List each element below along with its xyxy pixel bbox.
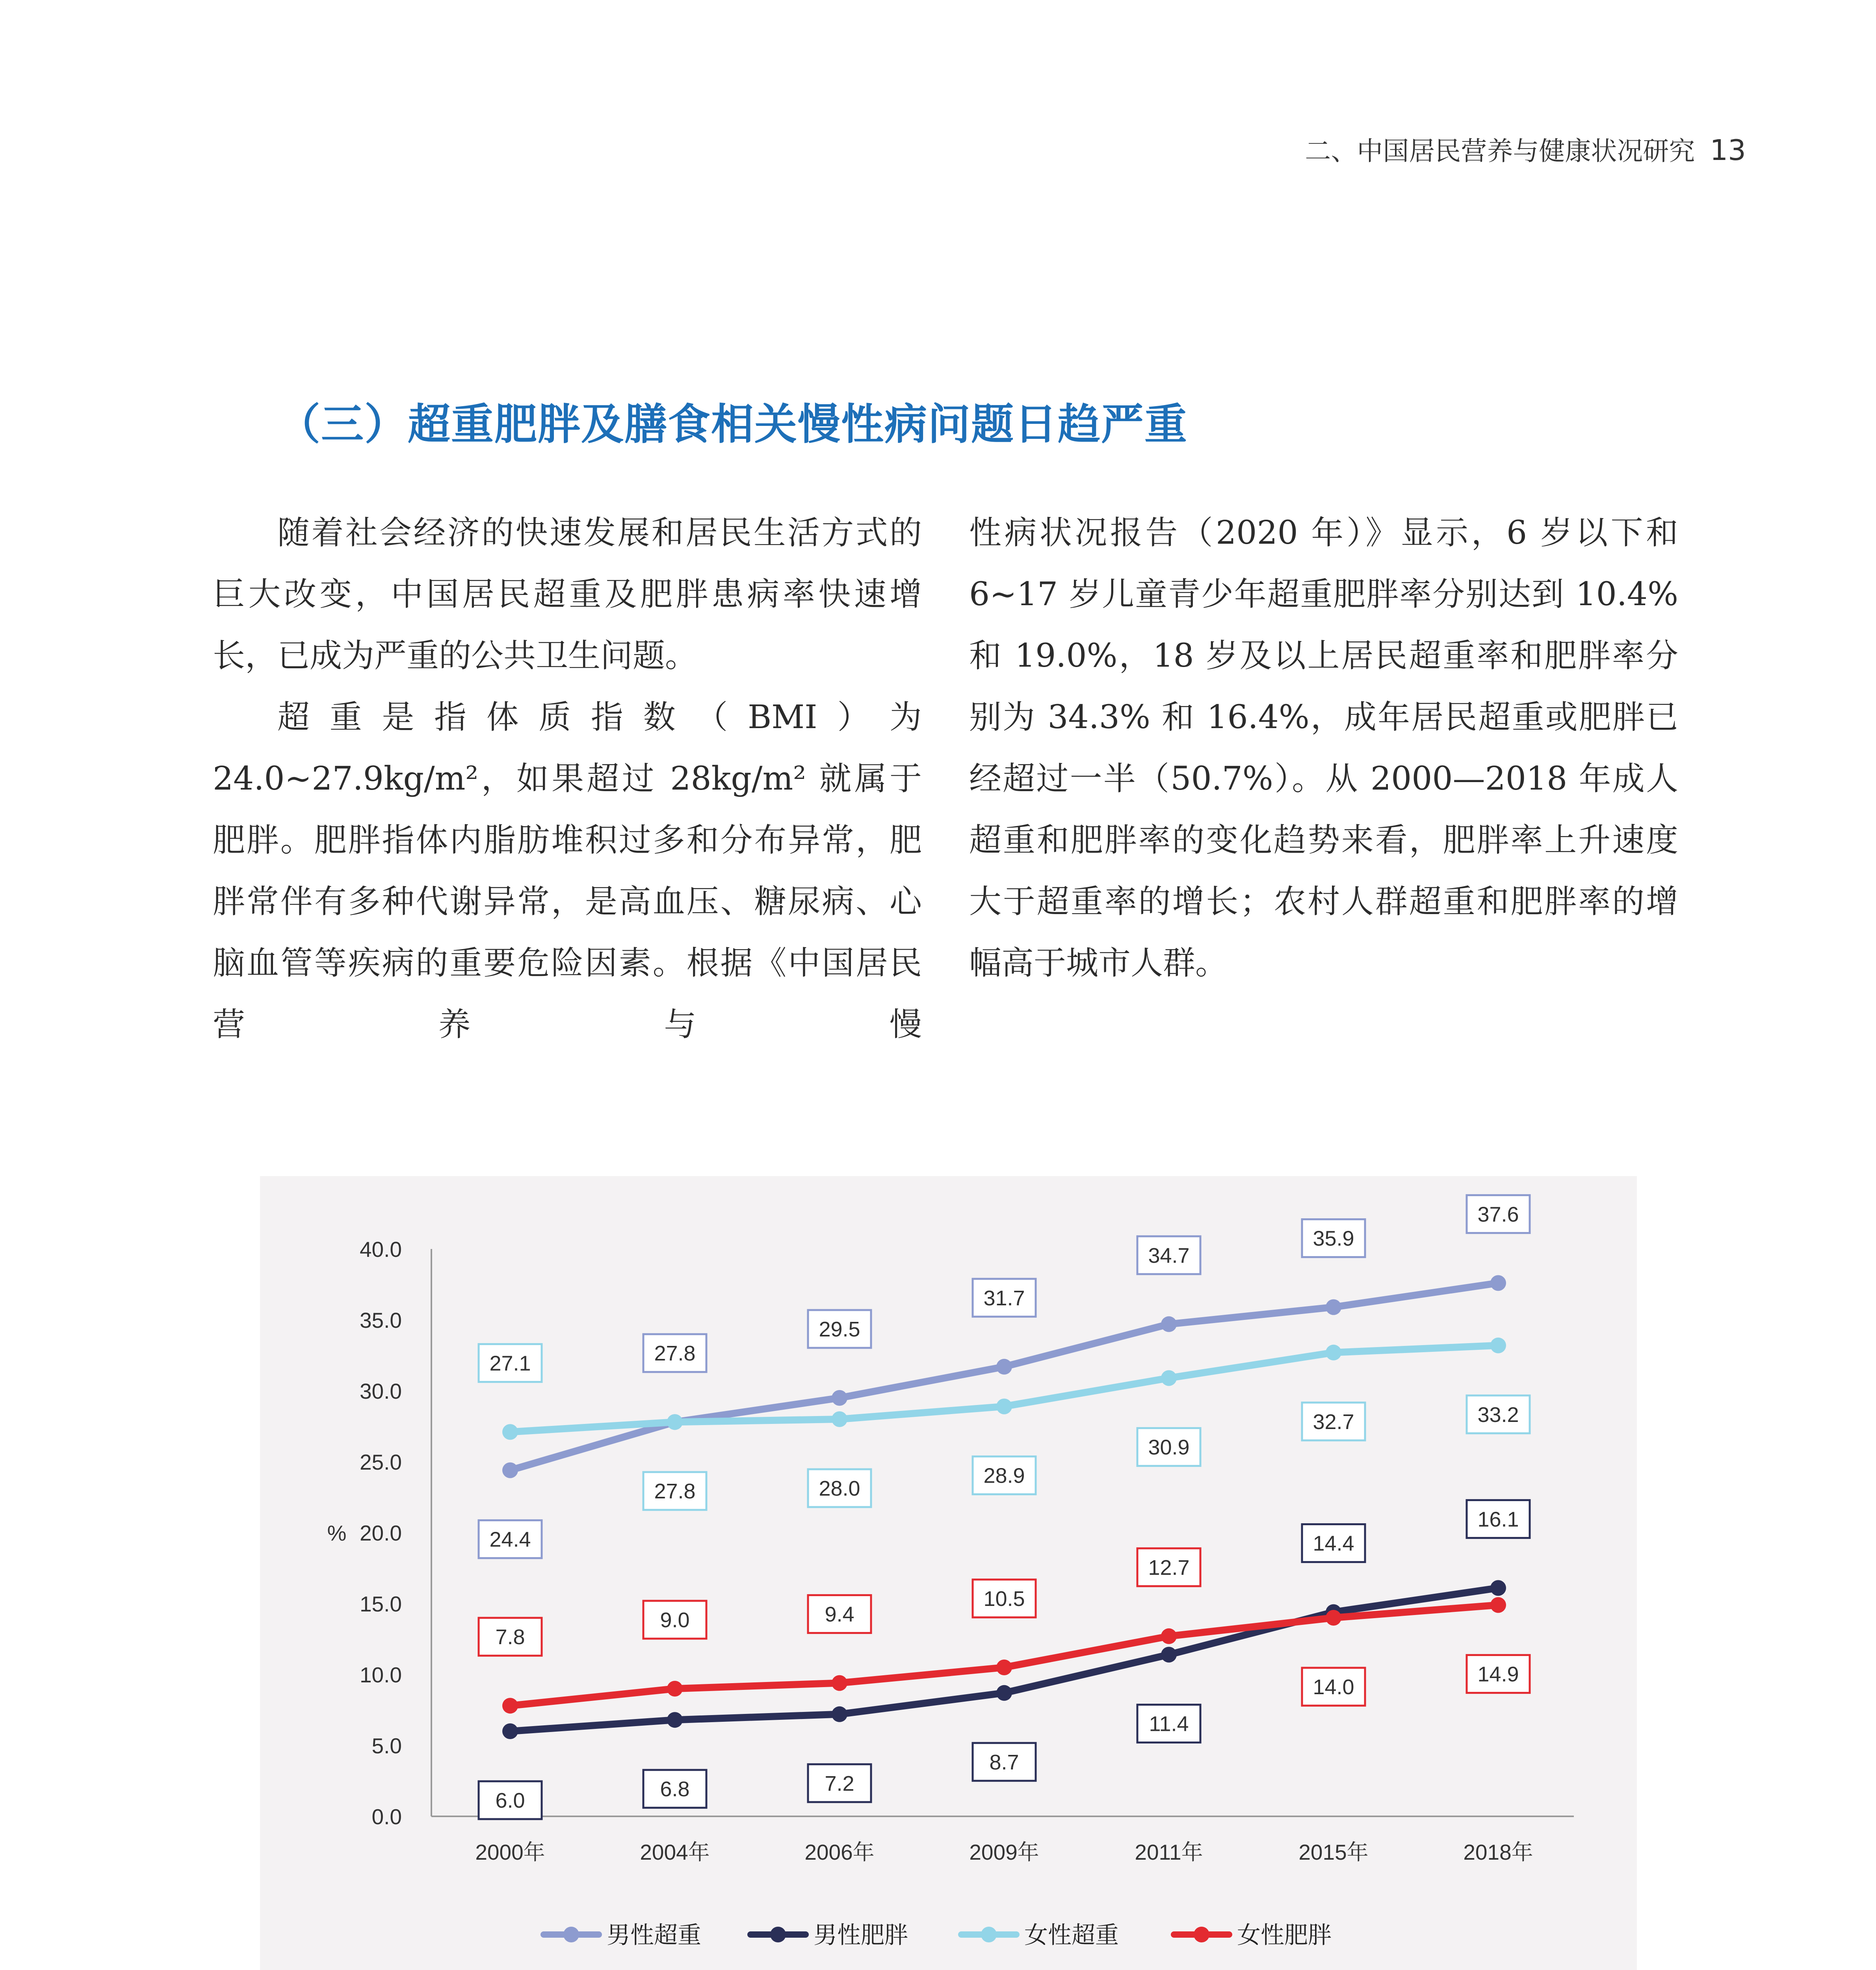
data-point	[1161, 1316, 1177, 1332]
data-point	[1161, 1370, 1177, 1386]
data-label: 6.0	[495, 1789, 525, 1812]
legend-label: 女性超重	[1024, 1922, 1119, 1948]
data-label: 33.2	[1477, 1403, 1519, 1427]
data-point	[996, 1399, 1012, 1414]
data-point	[667, 1414, 683, 1430]
running-head	[1305, 130, 1746, 167]
data-label: 27.8	[654, 1479, 696, 1504]
data-point	[1326, 1299, 1341, 1315]
legend-label: 男性超重	[607, 1922, 701, 1948]
legend-label: 男性肥胖	[814, 1922, 908, 1948]
data-label: 14.4	[1313, 1531, 1354, 1556]
data-point	[1161, 1628, 1177, 1644]
y-tick-label: 15.0	[359, 1592, 402, 1616]
data-label: 7.8	[495, 1625, 525, 1649]
data-point	[1490, 1338, 1506, 1353]
data-point	[1490, 1275, 1506, 1291]
data-point	[502, 1698, 518, 1714]
data-point	[502, 1463, 518, 1478]
x-tick-label: 2006年	[804, 1840, 875, 1864]
data-label: 14.9	[1477, 1662, 1519, 1686]
data-label: 12.7	[1148, 1556, 1190, 1580]
data-label: 11.4	[1149, 1712, 1189, 1736]
data-point	[667, 1712, 683, 1728]
x-tick-label: 2009年	[969, 1840, 1039, 1864]
legend-label: 女性肥胖	[1237, 1922, 1332, 1948]
data-label: 6.8	[660, 1777, 690, 1801]
chart-panel	[260, 1176, 1637, 1970]
data-point	[1490, 1597, 1506, 1613]
data-point	[1326, 1610, 1341, 1626]
legend-marker	[981, 1927, 997, 1942]
y-tick-label: 30.0	[359, 1379, 402, 1403]
data-point	[996, 1660, 1012, 1675]
data-label: 34.7	[1148, 1243, 1190, 1267]
data-label: 30.9	[1148, 1435, 1190, 1459]
running-title: 二、中国居民营养与健康状况研究	[1305, 136, 1695, 166]
data-point	[832, 1675, 847, 1691]
x-tick-label: 2000年	[475, 1840, 545, 1864]
paragraph: 性病状况报告（2020 年）》显示，6 岁以下和 6~17 岁儿童青少年超重肥胖率分别达到 10.4% 和 19.0%，18 岁及以上居民超重率和肥胖率分别为 34.3% 和 16.4%，成年居民超重或肥胖已经超过一半（50.7%）。从 2000—2018 年成人超重和肥胖率的变化趋势来看，肥胖率上升速度大于超重率的增长；农村人群超重和肥胖率的增幅高于城市人群。	[969, 514, 1678, 982]
legend-marker	[1194, 1927, 1209, 1942]
data-label: 16.1	[1477, 1507, 1519, 1531]
y-tick-label: 20.0	[359, 1521, 402, 1545]
x-tick-label: 2015年	[1298, 1840, 1369, 1864]
data-point	[667, 1681, 683, 1697]
data-point	[832, 1411, 847, 1427]
data-label: 27.8	[654, 1342, 696, 1366]
y-tick-label: 0.0	[371, 1805, 402, 1829]
data-label: 7.2	[825, 1771, 854, 1795]
data-label: 28.9	[983, 1464, 1025, 1488]
data-label: 37.6	[1477, 1202, 1519, 1227]
right-column	[969, 502, 1678, 994]
data-point	[1326, 1345, 1341, 1360]
legend-marker	[563, 1927, 579, 1942]
legend-marker	[770, 1927, 786, 1942]
section-title: （三）超重肥胖及膳食相关慢性病问题日趋严重	[278, 400, 1188, 449]
data-point	[1490, 1580, 1506, 1596]
y-tick-label: 25.0	[359, 1450, 402, 1474]
data-point	[502, 1723, 518, 1739]
data-label: 9.4	[825, 1602, 854, 1626]
y-tick-label: 35.0	[359, 1308, 402, 1333]
data-point	[832, 1390, 847, 1406]
data-point	[996, 1685, 1012, 1701]
paragraph: 随着社会经济的快速发展和居民生活方式的巨大改变，中国居民超重及肥胖患病率快速增长，已成为严重的公共卫生问题。	[213, 514, 922, 675]
data-point	[1161, 1647, 1177, 1663]
data-point	[996, 1359, 1012, 1375]
data-point	[502, 1424, 518, 1440]
line-chart	[260, 1176, 1637, 1970]
data-label: 14.0	[1313, 1675, 1354, 1699]
data-label: 9.0	[660, 1608, 690, 1632]
data-label: 27.1	[489, 1351, 531, 1375]
data-label: 29.5	[819, 1318, 860, 1341]
data-label: 28.0	[819, 1477, 860, 1500]
data-point	[832, 1706, 847, 1722]
y-axis-label: %	[327, 1521, 347, 1545]
left-column	[213, 502, 922, 1056]
y-tick-label: 5.0	[371, 1734, 402, 1758]
data-label: 10.5	[983, 1587, 1025, 1611]
page-number: 13	[1710, 134, 1746, 167]
paragraph: 超重是指体质指数（BMI）为 24.0~27.9kg/m²，如果超过 28kg/m² 就属于肥胖。肥胖指体内脂肪堆积过多和分布异常，肥胖常伴有多种代谢异常，是高血压、糖尿病、心脑血管等疾病的重要危险因素。根据《中国居民营养与慢	[213, 699, 922, 1043]
x-tick-label: 2018年	[1463, 1840, 1533, 1864]
data-label: 8.7	[989, 1750, 1019, 1774]
x-tick-label: 2004年	[640, 1840, 710, 1864]
data-label: 24.4	[489, 1528, 531, 1552]
data-label: 32.7	[1313, 1410, 1354, 1434]
y-tick-label: 10.0	[359, 1663, 402, 1687]
y-tick-label: 40.0	[359, 1237, 402, 1262]
data-label: 31.7	[983, 1286, 1025, 1310]
data-label: 35.9	[1313, 1227, 1354, 1251]
x-tick-label: 2011年	[1135, 1840, 1203, 1864]
